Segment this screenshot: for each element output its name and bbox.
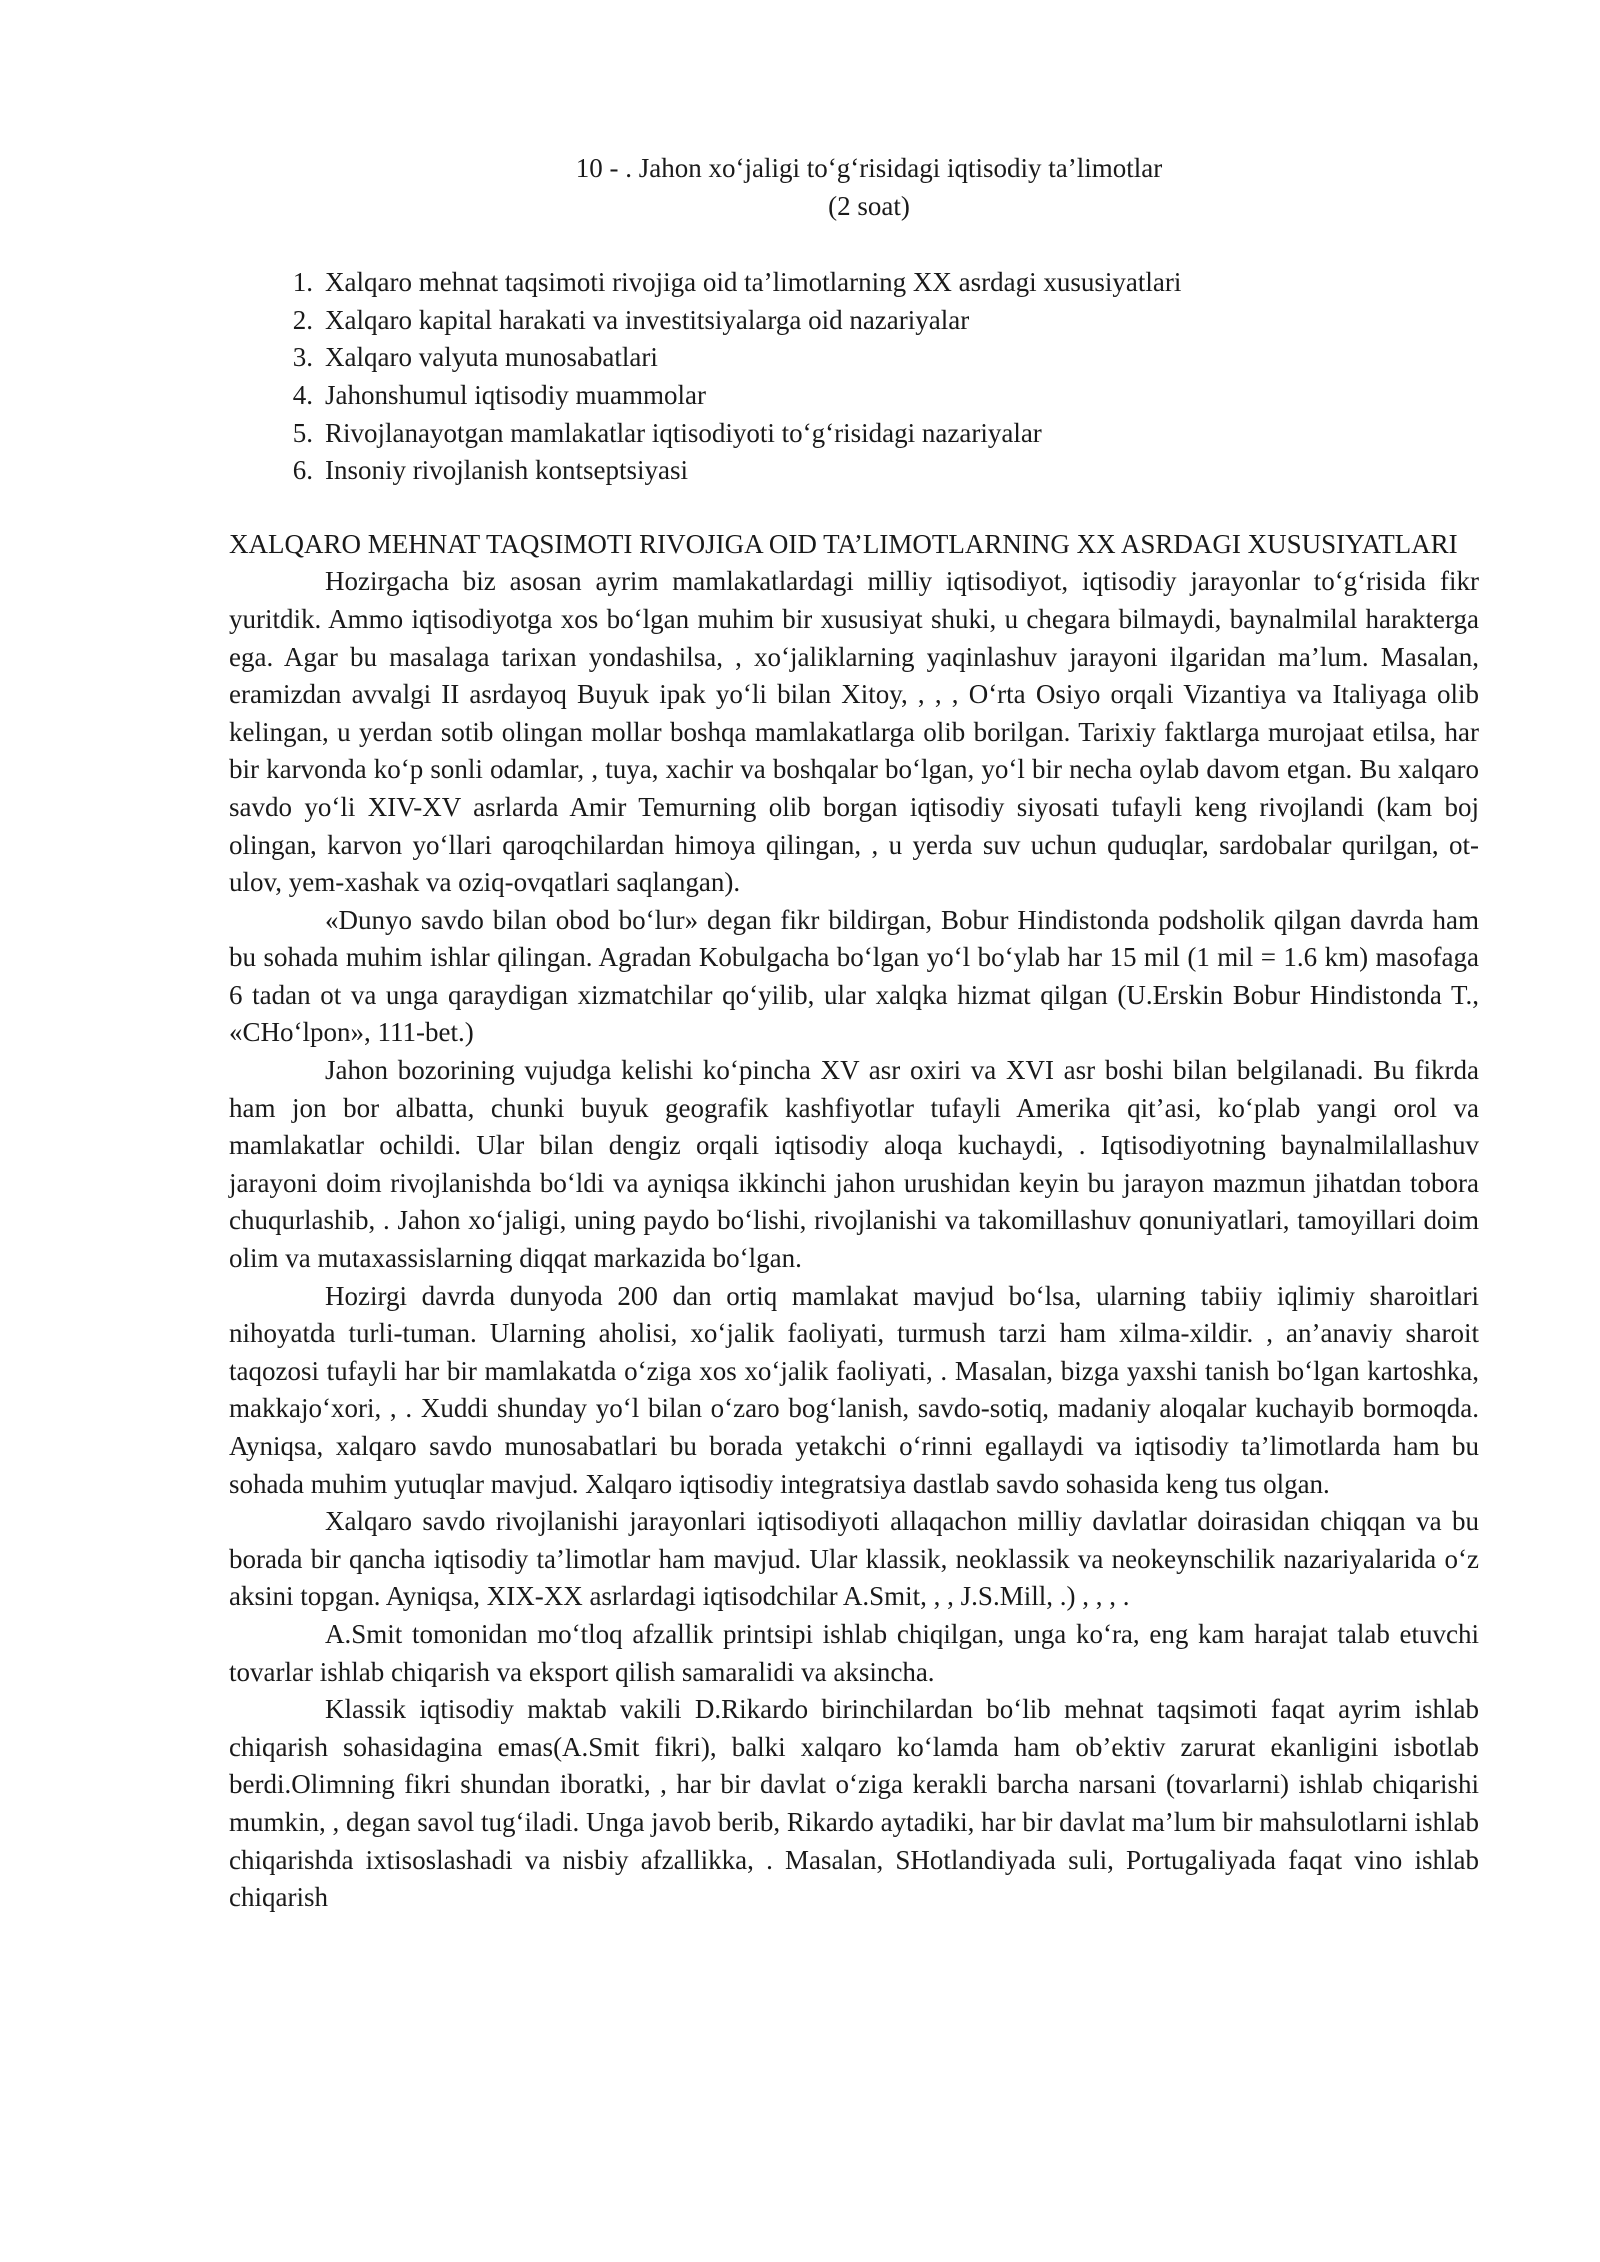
list-item: 2. Xalqaro kapital harakati va investitsiyalarga oid nazariyalar [292, 304, 970, 335]
list-item: 6. Insoniy rivojlanish kontseptsiyasi [292, 455, 688, 486]
list-item: 5. Rivojlanayotgan mamlakatlar iqtisodiyoti to‘g‘risidagi nazariyalar [292, 417, 1042, 448]
document-page [229, 150, 1479, 1917]
list-item: 3. Xalqaro valyuta munosabatlari [292, 342, 658, 373]
body-paragraph: Hozirgacha biz asosan ayrim mamlakatlardagi milliy iqtisodiyot, iqtisodiy jarayonlar to‘g‘risida fikr yuritdik. Ammo iqtisodiyotga xos bo‘lgan muhim bir xususiyat shuki, u chegara bilmaydi, baynalmilal harakterga ega. Agar bu masalaga tarixan yondashilsa, , xo‘jaliklarning yaqinlashuv jarayoni ilgaridan ma’lum. Masalan, eramizdan avvalgi II asrdayoq Buyuk ipak yo‘li bilan Xitoy, , , , O‘rta Osiyo orqali Vizantiya va Italiyaga olib kelingan, u yerdan sotib olingan mollar boshqa mamlakatlarga olib borilgan. Tarixiy faktlarga murojaat etilsa, har bir karvonda ko‘p sonli odamlar, , tuya, xachir va boshqalar bo‘lgan, yo‘l bir necha oylab davom etgan. Bu xalqaro savdo yo‘li XIV-XV asrlarda Amir Temurning olib borgan iqtisodiy siyosati tufayli keng rivojlandi (kam boj olingan, karvon yo‘llari qaroqchilardan himoya qilingan, , u yerda suv uchun quduqlar, sardobalar qurilgan, ot-ulov, yem-xashak va oziq-ovqatlari saqlangan). [229, 566, 1479, 898]
body-paragraph: Xalqaro savdo rivojlanishi jarayonlari iqtisodiyoti allaqachon milliy davlatlar doirasidan chiqqan va bu borada bir qancha iqtisodiy ta’limotlar ham mavjud. Ular klassik, neoklassik va neokeynschilik nazariyalarida o‘z aksini topgan. Ayniqsa, XIX-XX asrlardagi iqtisodchilar A.Smit, , , J.S.Mill, .) , , , . [229, 1506, 1479, 1612]
section-heading: XALQARO MEHNAT TAQSIMOTI RIVOJIGA OID TA’LIMOTLARNING XX ASRDAGI XUSUSIYATLARI [229, 528, 1458, 559]
body-paragraph: Jahon bozorining vujudga kelishi ko‘pincha XV asr oxiri va XVI asr boshi bilan belgilanadi. Bu fikrda ham jon bor albatta, chunki buyuk geografik kashfiyotlar tufayli Amerika qit’asi, ko‘plab yangi orol va mamlakatlar ochildi. Ular bilan dengiz orqali iqtisodiy aloqa kuchaydi, . Iqtisodiyotning baynalmilallashuv jarayoni doim rivojlanishda bo‘ldi va ayniqsa ikkinchi jahon urushidan keyin bu jarayon mazmun jihatdan tobora chuqurlashib, . Jahon xo‘jaligi, uning paydo bo‘lishi, rivojlanishi va takomillashuv qonuniyatlari, tamoyillari doim olim va mutaxassislarning diqqat markazida bo‘lgan. [229, 1055, 1479, 1274]
topic-list [229, 264, 1479, 490]
body-paragraph: «Dunyo savdo bilan obod bo‘lur» degan fikr bildirgan, Bobur Hindistonda podsholik qilgan davrda ham bu sohada muhim ishlar qilingan. Agradan Kobulgacha bo‘lgan yo‘l bo‘ylab har 15 mil (1 mil = 1.6 km) masofaga 6 tadan ot va unga qaraydigan xizmatchilar qo‘yilib, ular xalqka hizmat qilgan (U.Erskin Bobur Hindistonda T., «CHo‘lpon», 111-bet.) [229, 904, 1479, 1048]
document-subtitle: (2 soat) [828, 190, 910, 221]
body-paragraph: Klassik iqtisodiy maktab vakili D.Rikardo birinchilardan bo‘lib mehnat taqsimoti faqat ayrim ishlab chiqarish sohasidagina emas(A.Smit fikri), balki xalqaro ko‘lamda ham ob’ektiv zarurat ekanligini isbotlab berdi.Olimning fikri shundan iboratki, , har bir davlat o‘ziga kerakli barcha narsani (tovarlarni) ishlab chiqarishi mumkin, , degan savol tug‘iladi. Unga javob berib, Rikardo aytadiki, har bir davlat ma’lum bir mahsulotlarni ishlab chiqarishda ixtisoslashadi va nisbiy afzallikka, . Masalan, SHotlandiyada suli, Portugaliyada faqat vino ishlab chiqarish [229, 1694, 1479, 1913]
body-paragraph: A.Smit tomonidan mo‘tloq afzallik printsipi ishlab chiqilgan, unga ko‘ra, eng kam harajat talab etuvchi tovarlar ishlab chiqarish va eksport qilish samaralidi va aksincha. [229, 1618, 1479, 1687]
document-title: 10 - . Jahon xo‘jaligi to‘g‘risidagi iqtisodiy ta’limotlar [575, 153, 1163, 183]
body-paragraph: Hozirgi davrda dunyoda 200 dan ortiq mamlakat mavjud bo‘lsa, ularning tabiiy iqlimiy sharoitlari nihoyatda turli-tuman. Ularning aholisi, xo‘jalik faoliyati, turmush tarzi ham xilma-xildir. , an’anaviy sharoit taqozosi tufayli har bir mamlakatda o‘ziga xos xo‘jalik faoliyati, . Masalan, bizga yaxshi tanish bo‘lgan kartoshka, makkajo‘xori, , . Xuddi shunday yo‘l bilan o‘zaro bog‘lanish, savdo-sotiq, madaniy aloqalar kuchayib bormoqda. Ayniqsa, xalqaro savdo munosabatlari bu borada yetakchi o‘rinni egallaydi va iqtisodiy ta’limotlarda ham bu sohada muhim yutuqlar mavjud. Xalqaro iqtisodiy integratsiya dastlab savdo sohasida keng tus olgan. [229, 1280, 1479, 1499]
list-item: 4. Jahonshumul iqtisodiy muammolar [292, 379, 706, 410]
list-item: 1. Xalqaro mehnat taqsimoti rivojiga oid ta’limotlarning XX asrdagi xususiyatlari [292, 267, 1182, 298]
